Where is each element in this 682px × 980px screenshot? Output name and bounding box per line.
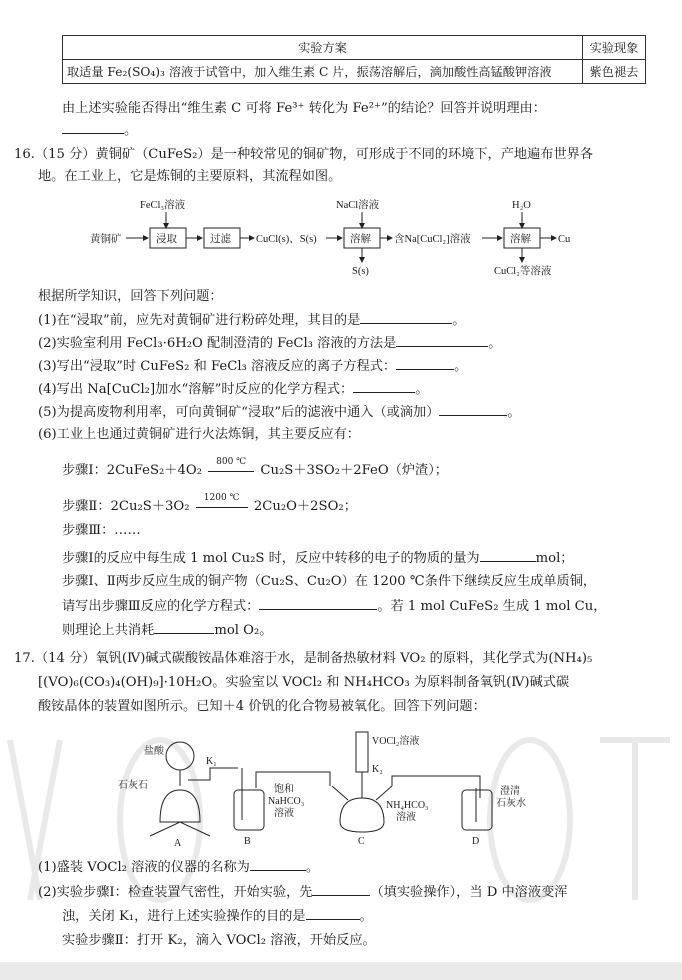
- apparatus-b-bottle: [234, 790, 264, 830]
- q17-part-2b: 浊，关闭 K₁，进行上述实验操作的目的是 。: [62, 909, 373, 924]
- flow-mid-2: 含Na[CuCl₂]溶液: [394, 234, 471, 245]
- q16-part-1: (1)在“浸取”前，应先对黄铜矿进行粉碎处理，其目的是 。: [38, 313, 466, 328]
- answer-blank[interactable]: [250, 858, 306, 871]
- label-hcl: 盐酸: [144, 746, 164, 757]
- q16-part-5: (5)为提高废物利用率，可向黄铜矿“浸取”后的滤液中通入（或滴加） 。: [38, 405, 521, 420]
- answer-blank[interactable]: [396, 357, 454, 370]
- reaction-step-3: 步骤Ⅲ：……: [62, 523, 141, 538]
- q17-part-2a: (2)实验步骤Ⅰ：检查装置气密性，开始实验，先 （填实验操作），当 D 中溶液变浑: [38, 885, 568, 900]
- q16-prompt: 根据所学知识，回答下列问题：: [38, 289, 223, 304]
- q16-sub-3: 请写出步骤Ⅲ反应的化学方程式： 。若 1 mol CuFeS₂ 生成 1 mol Cu，: [62, 599, 607, 614]
- flow-reagent-2: NaCl溶液: [336, 200, 380, 211]
- q16-sub-2: 步骤Ⅰ、Ⅱ两步反应生成的铜产物（Cu₂S、Cu₂O）在 1200 ℃条件下继续反应生成单质铜，: [62, 574, 597, 589]
- reaction-step-1: 步骤Ⅰ：2CuFeS₂＋4O₂ 800 ℃ Cu₂S＋3SO₂＋2FeO（炉渣）；: [62, 462, 448, 480]
- step-1-condition: 800 ℃: [216, 456, 247, 467]
- table-cell-phenomenon: 紫色褪去: [583, 60, 646, 84]
- q17-part-1: (1)盛装 VOCl₂ 溶液的仪器的名称为 。: [38, 860, 320, 875]
- flow-box-3-label: 溶解: [350, 234, 371, 245]
- label-c: C: [358, 836, 365, 847]
- reaction-step-2: 步骤Ⅱ：2Cu₂S＋3O₂ 1200 ℃ 2Cu₂O＋2SO₂；: [62, 498, 357, 516]
- answer-blank[interactable]: [62, 121, 124, 134]
- answer-blank[interactable]: [480, 549, 536, 562]
- apparatus-c-flask: [340, 798, 384, 832]
- answer-blank[interactable]: [360, 311, 452, 324]
- experiment-table: [62, 35, 646, 84]
- flow-start: 黄铜矿: [90, 234, 122, 245]
- q15-answer-line: 。: [62, 121, 137, 140]
- q16-part-6: (6)工业上也通过黄铜矿进行火法炼铜，其主要反应有：: [38, 427, 360, 442]
- label-c-2: 溶液: [396, 812, 416, 823]
- table-header-phenomenon: 实验现象: [583, 36, 646, 60]
- apparatus-a-funnel: [166, 742, 194, 770]
- label-c-1: NH₄HCO₃: [386, 800, 429, 811]
- q16-intro-2: 地。在工业上，它是炼铜的主要原料，其流程如图。: [38, 169, 342, 184]
- answer-blank[interactable]: [353, 380, 415, 393]
- table-header-plan: 实验方案: [63, 36, 583, 60]
- label-vocl2: VOCl₂溶液: [372, 736, 420, 747]
- table-cell-plan: 取适量 Fe₂(SO₄)₃ 溶液于试管中，加入维生素 C 片，振荡溶解后，滴加酸性高锰酸钾溶液: [63, 60, 583, 84]
- q17-intro-2: [(VO)₆(CO₃)₄(OH)₉]·10H₂O。实验室以 VOCl₂ 和 NH₄HCO₃ 为原料制备氧钒(Ⅳ)碱式碳: [38, 675, 570, 690]
- q16-intro-1: 16.（15 分）黄铜矿（CuFeS₂）是一种较常见的铜矿物，可形成于不同的环境下，产地遍布世界各: [14, 147, 594, 162]
- q16-part-4: (4)写出 Na[CuCl₂]加水“溶解”时反应的化学方程式： 。: [38, 382, 429, 397]
- step-2-condition: 1200 ℃: [203, 492, 240, 503]
- label-k2: K₂: [372, 764, 383, 775]
- flow-end: Cu: [558, 234, 571, 245]
- q15-question-line: 由上述实验能否得出“维生素 C 可将 Fe³⁺ 转化为 Fe²⁺”的结论？回答并说明理由：: [62, 101, 546, 116]
- label-a: A: [174, 838, 182, 848]
- label-d: D: [472, 836, 480, 847]
- label-b: B: [244, 836, 251, 847]
- answer-blank[interactable]: [439, 403, 507, 416]
- label-d-2: 石灰水: [496, 798, 526, 809]
- label-b-3: 溶液: [274, 808, 294, 819]
- answer-blank[interactable]: [259, 597, 377, 610]
- answer-blank[interactable]: [306, 907, 360, 920]
- flow-box-2-label: 过滤: [210, 234, 231, 245]
- apparatus-c-dropping-funnel: [356, 732, 368, 772]
- q16-sub-1: 步骤Ⅰ的反应中每生成 1 mol Cu₂S 时，反应中转移的电子的物质的量为 mol；: [62, 551, 574, 566]
- q16-sub-4: 则理论上共消耗 mol O₂。: [62, 623, 273, 638]
- flow-reagent-1: FeCl₃溶液: [140, 200, 186, 211]
- label-k1: K₁: [206, 756, 217, 767]
- q17-intro-3: 酸铵晶体的装置如图所示。已知＋4 价钒的化合物易被氧化。回答下列问题：: [38, 699, 486, 714]
- flow-reagent-3: H₂O: [512, 200, 531, 211]
- label-b-1: 饱和: [274, 784, 294, 795]
- flow-byproduct-2: CuCl₂等溶液: [494, 266, 552, 277]
- q17-step-2: 实验步骤Ⅱ：打开 K₂，滴入 VOCl₂ 溶液，开始反应。: [62, 933, 376, 948]
- page-bottom-band: [0, 962, 682, 980]
- flow-byproduct: S(s): [352, 266, 369, 277]
- apparatus-diagram: [110, 728, 540, 848]
- q16-part-2: (2)实验室利用 FeCl₃·6H₂O 配制澄清的 FeCl₃ 溶液的方法是 。: [38, 336, 502, 351]
- answer-blank[interactable]: [154, 621, 214, 634]
- process-flow-diagram: [90, 196, 590, 286]
- q16-part-3: (3)写出“浸取”时 CuFeS₂ 和 FeCl₃ 溶液反应的离子方程式： 。: [38, 359, 468, 374]
- answer-blank[interactable]: [396, 334, 488, 347]
- label-limestone: 石灰石: [118, 780, 148, 791]
- label-b-2: NaHCO₃: [268, 796, 305, 807]
- apparatus-a-flask: [160, 790, 200, 822]
- flow-mid-1: CuCl(s)、S(s): [256, 234, 317, 245]
- apparatus-d-bottle: [462, 790, 492, 830]
- q17-intro-1: 17.（14 分）氧钒(Ⅳ)碱式碳酸铵晶体难溶于水，是制备热敏材料 VO₂ 的原料，其化学式为(NH₄)₅: [14, 651, 593, 666]
- label-d-1: 澄清: [500, 786, 520, 797]
- answer-blank[interactable]: [312, 883, 370, 896]
- flow-box-1-label: 浸取: [156, 234, 177, 245]
- flow-box-4-label: 溶解: [510, 234, 531, 245]
